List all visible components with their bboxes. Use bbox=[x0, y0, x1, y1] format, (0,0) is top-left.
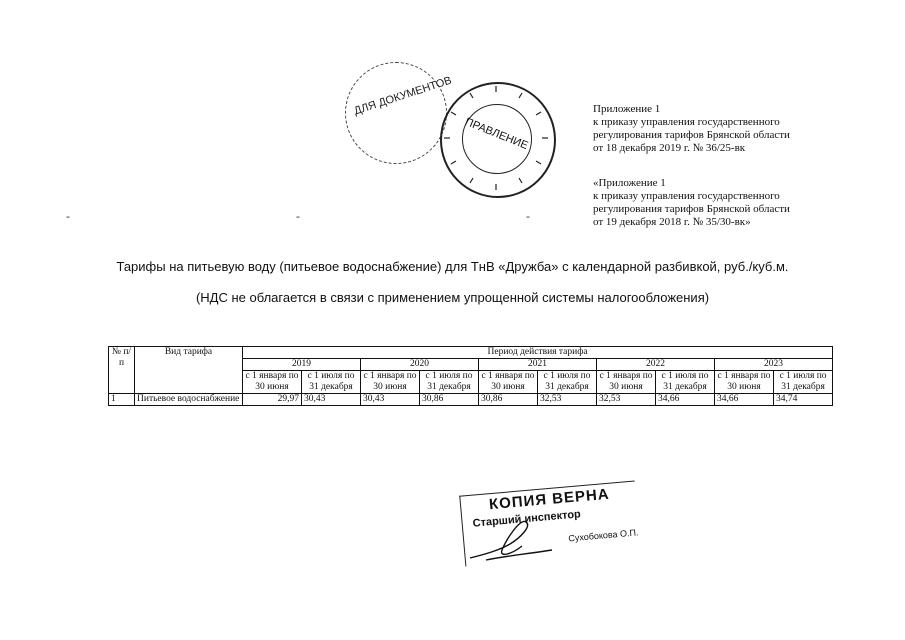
header-half-first: с 1 января по 30 июня bbox=[479, 371, 538, 394]
header-year: 2019 bbox=[243, 359, 361, 371]
header-half-second: с 1 июля по 31 декабря bbox=[538, 371, 597, 394]
header-row-number: № п/п bbox=[109, 347, 135, 394]
tariff-value: 30,43 bbox=[302, 394, 361, 406]
header-half-second: с 1 июля по 31 декабря bbox=[774, 371, 833, 394]
header-half-first: с 1 января по 30 июня bbox=[715, 371, 774, 394]
tariff-value: 30,86 bbox=[420, 394, 479, 406]
header-line: Приложение 1 bbox=[593, 103, 661, 115]
header-line: от 18 декабря 2019 г. № 36/25-вк bbox=[593, 142, 746, 154]
appendix-header-current bbox=[593, 103, 790, 155]
scan-mark: - bbox=[66, 209, 70, 223]
header-line: «Приложение 1 bbox=[593, 177, 666, 189]
header-year: 2023 bbox=[715, 359, 833, 371]
scan-mark: - bbox=[296, 209, 300, 223]
tariff-value: 34,66 bbox=[715, 394, 774, 406]
table-row bbox=[109, 394, 833, 406]
signature bbox=[466, 514, 556, 564]
header-line: к приказу управления государственного bbox=[593, 116, 780, 128]
tariff-value: 32,53 bbox=[597, 394, 656, 406]
header-line: к приказу управления государственного bbox=[593, 190, 780, 202]
copy-stamp-name: Сухобокова О.П. bbox=[567, 527, 639, 544]
tariff-value: 30,43 bbox=[361, 394, 420, 406]
header-line: от 19 декабря 2018 г. № 35/30-вк» bbox=[593, 216, 751, 228]
header-tariff-type: Вид тарифа bbox=[135, 347, 243, 394]
row-number: 1 bbox=[109, 394, 135, 406]
header-half-second: с 1 июля по 31 декабря bbox=[420, 371, 479, 394]
copy-stamp-role: Старший инспектор bbox=[472, 508, 582, 530]
tariff-value: 32,53 bbox=[538, 394, 597, 406]
row-tariff-type: Питьевое водоснабжение bbox=[135, 394, 243, 406]
copy-stamp-title: КОПИЯ ВЕРНА bbox=[488, 485, 611, 514]
header-half-second: с 1 июля по 31 декабря bbox=[656, 371, 715, 394]
tariff-value: 29,97 bbox=[243, 394, 302, 406]
header-half-first: с 1 января по 30 июня bbox=[361, 371, 420, 394]
header-year: 2022 bbox=[597, 359, 715, 371]
tariff-table bbox=[108, 346, 833, 406]
tariff-value: 34,66 bbox=[656, 394, 715, 406]
header-year: 2021 bbox=[479, 359, 597, 371]
header-year: 2020 bbox=[361, 359, 479, 371]
document-title: Тарифы на питьевую воду (питьевое водоснабжение) для ТнВ «Дружба» с календарной разбивкой, руб./куб.м. bbox=[116, 259, 789, 274]
header-half-first: с 1 января по 30 июня bbox=[597, 371, 656, 394]
header-period: Период действия тарифа bbox=[243, 347, 833, 359]
header-half-second: с 1 июля по 31 декабря bbox=[302, 371, 361, 394]
round-seal-word: ПРАВЛЕНИЕ bbox=[463, 115, 530, 153]
document-subtitle: (НДС не облагается в связи с применением упрощенной системы налогообложения) bbox=[195, 290, 710, 305]
header-half-first: с 1 января по 30 июня bbox=[243, 371, 302, 394]
dashed-stamp-text: ДЛЯ ДОКУМЕНТОВ bbox=[352, 74, 454, 118]
tariff-value: 30,86 bbox=[479, 394, 538, 406]
tariff-value: 34,74 bbox=[774, 394, 833, 406]
header-line: регулирования тарифов Брянской области bbox=[593, 203, 790, 215]
appendix-header-previous bbox=[593, 177, 790, 229]
scan-mark: - bbox=[526, 209, 530, 223]
header-line: регулирования тарифов Брянской области bbox=[593, 129, 790, 141]
